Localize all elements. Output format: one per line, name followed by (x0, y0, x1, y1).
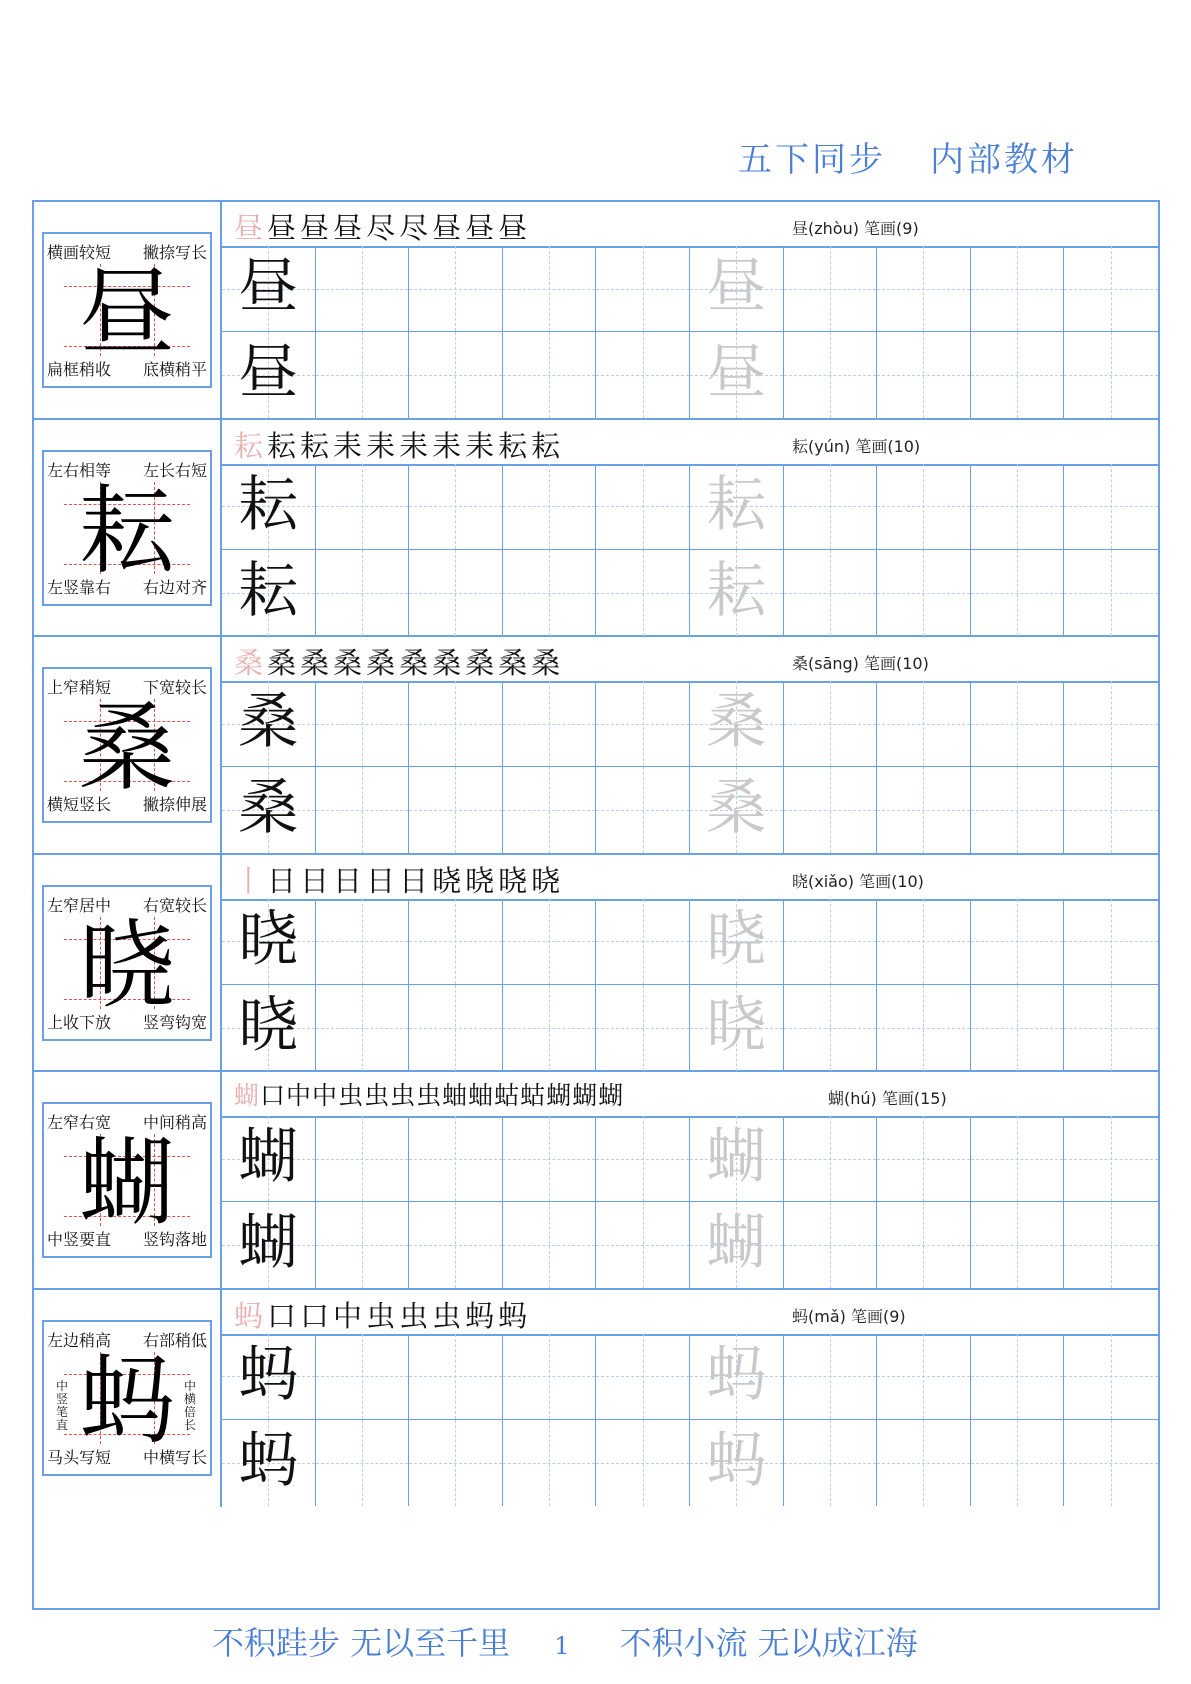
practice-cell[interactable] (409, 1334, 503, 1420)
practice-cell[interactable] (503, 1420, 597, 1506)
practice-cell[interactable] (409, 1116, 503, 1202)
stroke-step: 桑 (498, 646, 532, 680)
stroke-sequence (234, 859, 564, 900)
tracing-character: 桑 (706, 773, 767, 843)
stroke-step: 蝴 (546, 1081, 573, 1110)
practice-cell[interactable] (784, 899, 878, 985)
tracing-character: 耘 (706, 469, 767, 540)
tracing-character: 蝴 (706, 1122, 767, 1192)
example-character: 昼 (238, 338, 299, 408)
practice-cell[interactable] (596, 1116, 690, 1202)
model-panel (34, 420, 222, 636)
practice-cell[interactable] (690, 899, 784, 985)
stroke-step: 桑 (267, 646, 301, 680)
stroke-order-row (222, 855, 1158, 901)
tracing-character: 耘 (706, 555, 767, 626)
side-tip-right: 中横倍长 (184, 1378, 197, 1432)
practice-cell[interactable] (971, 767, 1065, 853)
practice-cell[interactable] (690, 246, 784, 332)
material-label: 内部教材 (930, 140, 1078, 180)
page-header (738, 132, 1078, 181)
footer-motto-left: 不积跬步 无以至千里 (212, 1624, 511, 1662)
practice-cell[interactable] (784, 332, 878, 418)
page-number: 1 (554, 1632, 570, 1660)
stroke-step: 丨 (234, 863, 268, 898)
practice-cell[interactable] (877, 899, 971, 985)
practice-cell[interactable] (222, 332, 316, 418)
stroke-step: 虫 (338, 1081, 365, 1110)
practice-cell[interactable] (409, 985, 503, 1071)
example-character: 昼 (238, 252, 299, 322)
stroke-step: 尽 (366, 211, 400, 245)
writing-tip: 马头写短 (47, 1447, 112, 1467)
stroke-order-row (222, 637, 1158, 683)
practice-cell[interactable] (316, 1116, 410, 1202)
practice-cell[interactable] (877, 550, 971, 636)
model-panel (34, 855, 222, 1071)
practice-cell[interactable] (1064, 1420, 1158, 1506)
stroke-step: 昼 (267, 211, 301, 245)
practice-cell[interactable] (690, 1334, 784, 1420)
practice-cell[interactable] (222, 464, 316, 550)
example-character: 晓 (238, 990, 299, 1061)
writing-tip: 底横稍平 (142, 360, 207, 379)
practice-cell[interactable] (596, 550, 690, 636)
practice-cell[interactable] (971, 1116, 1065, 1202)
stroke-step: 蚂 (234, 1298, 268, 1333)
tracing-character: 蝴 (706, 1208, 767, 1278)
pinyin-stroke-count: 蝴(hú) 笔画(15) (828, 1089, 947, 1108)
writing-tip: 左窄右宽 (47, 1113, 112, 1132)
practice-cell[interactable] (503, 1202, 597, 1288)
practice-cell[interactable] (690, 767, 784, 853)
practice-cell[interactable] (1064, 681, 1158, 767)
stroke-step: 蚰 (442, 1081, 469, 1110)
stroke-sequence (234, 1294, 531, 1335)
practice-cell[interactable] (784, 246, 878, 332)
tracing-character: 昼 (706, 252, 767, 322)
stroke-step: 日 (399, 863, 433, 898)
practice-cell[interactable] (784, 1116, 878, 1202)
practice-cell[interactable] (222, 681, 316, 767)
practice-cell[interactable] (877, 1202, 971, 1288)
stroke-step: 蚂 (498, 1298, 532, 1333)
model-panel (34, 1290, 222, 1508)
practice-cell[interactable] (596, 899, 690, 985)
example-character: 蝴 (238, 1208, 299, 1278)
practice-cell[interactable] (316, 899, 410, 985)
stroke-step: 晓 (531, 863, 565, 898)
writing-tip: 中横写长 (142, 1447, 207, 1467)
practice-cell[interactable] (503, 464, 597, 550)
writing-tip: 右部稍低 (142, 1330, 207, 1350)
writing-tip: 下宽较长 (142, 678, 207, 697)
practice-cell[interactable] (784, 1202, 878, 1288)
character-block (34, 1072, 1158, 1290)
model-character: 晓 (79, 909, 175, 1022)
model-card (42, 450, 212, 606)
practice-cell[interactable] (409, 899, 503, 985)
practice-cell[interactable] (409, 1420, 503, 1506)
practice-cell[interactable] (877, 464, 971, 550)
writing-tip: 左窄居中 (47, 895, 112, 915)
stroke-step: 晓 (498, 863, 532, 898)
practice-cell[interactable] (409, 550, 503, 636)
practice-cell[interactable] (222, 1420, 316, 1506)
practice-cell[interactable] (784, 985, 878, 1071)
writing-tip: 右边对齐 (142, 577, 207, 597)
practice-cell[interactable] (503, 985, 597, 1071)
practice-cell[interactable] (316, 550, 410, 636)
stroke-step: 耘 (498, 428, 532, 463)
stroke-step: 桑 (234, 646, 268, 680)
writing-tip: 中间稍高 (142, 1113, 207, 1132)
stroke-step: 昼 (300, 211, 334, 245)
practice-cell[interactable] (316, 1334, 410, 1420)
writing-tip: 左竖靠右 (47, 577, 112, 597)
stroke-step: 口 (300, 1298, 334, 1333)
pinyin-stroke-count: 晓(xiǎo) 笔画(10) (792, 871, 924, 891)
stroke-sequence (234, 641, 564, 682)
stroke-step: 昼 (234, 211, 268, 245)
tracing-character: 晓 (706, 990, 767, 1061)
practice-grid (222, 899, 1158, 1085)
practice-cell[interactable] (690, 464, 784, 550)
stroke-step: 耘 (531, 428, 565, 463)
model-card (42, 1102, 212, 1258)
model-panel (34, 202, 222, 418)
practice-cell[interactable] (1064, 767, 1158, 853)
writing-tip: 上窄稍短 (47, 678, 112, 697)
stroke-step: 日 (366, 863, 400, 898)
practice-cell[interactable] (971, 464, 1065, 550)
stroke-step: 桑 (432, 646, 466, 680)
practice-cell[interactable] (971, 246, 1065, 332)
writing-tip: 竖弯钩宽 (142, 1012, 207, 1032)
practice-cell[interactable] (1064, 899, 1158, 985)
practice-cell[interactable] (971, 1420, 1065, 1506)
practice-cell[interactable] (316, 1420, 410, 1506)
pinyin-stroke-count: 蚂(mǎ) 笔画(9) (792, 1306, 906, 1326)
model-character: 蚂 (79, 1344, 175, 1457)
tracing-character: 蚂 (706, 1339, 767, 1410)
stroke-step: 尽 (399, 211, 433, 245)
model-card (42, 885, 212, 1041)
practice-cell[interactable] (1064, 550, 1158, 636)
practice-cell[interactable] (222, 246, 316, 332)
stroke-step: 昼 (498, 211, 532, 245)
example-character: 耘 (238, 469, 299, 540)
stroke-sequence (234, 424, 564, 465)
practice-cell[interactable] (877, 246, 971, 332)
practice-cell[interactable] (503, 681, 597, 767)
practice-cell[interactable] (316, 332, 410, 418)
practice-cell[interactable] (1064, 1334, 1158, 1420)
practice-cell[interactable] (784, 681, 878, 767)
practice-cell[interactable] (784, 767, 878, 853)
practice-cell[interactable] (596, 246, 690, 332)
tracing-character: 桑 (706, 687, 767, 757)
stroke-step: 昼 (432, 211, 466, 245)
tracing-character: 昼 (706, 338, 767, 408)
example-character: 桑 (238, 687, 299, 757)
stroke-step: 日 (300, 863, 334, 898)
practice-cell[interactable] (222, 550, 316, 636)
stroke-step: 晓 (465, 863, 499, 898)
stroke-step: 耘 (234, 428, 268, 463)
practice-cell[interactable] (596, 1420, 690, 1506)
practice-grid (222, 464, 1158, 650)
stroke-step: 口 (267, 1298, 301, 1333)
example-character: 桑 (238, 773, 299, 843)
character-block (34, 202, 1158, 420)
writing-tip: 撇捺伸展 (142, 795, 207, 814)
practice-cell[interactable] (971, 1334, 1065, 1420)
practice-cell[interactable] (971, 1202, 1065, 1288)
practice-cell[interactable] (222, 1202, 316, 1288)
practice-cell[interactable] (503, 246, 597, 332)
writing-tip: 中竖要直 (47, 1230, 112, 1249)
practice-cell[interactable] (222, 985, 316, 1071)
stroke-step: 桑 (399, 646, 433, 680)
practice-cell[interactable] (503, 767, 597, 853)
stroke-step: 中 (312, 1081, 339, 1110)
character-block (34, 855, 1158, 1073)
model-panel (34, 1072, 222, 1288)
character-block (34, 1290, 1158, 1508)
practice-cell[interactable] (784, 1420, 878, 1506)
stroke-step: 虫 (364, 1081, 391, 1110)
practice-cell[interactable] (971, 550, 1065, 636)
practice-cell[interactable] (316, 681, 410, 767)
stroke-step: 昼 (465, 211, 499, 245)
example-character: 蝴 (238, 1122, 299, 1192)
stroke-step: 昼 (333, 211, 367, 245)
practice-cell[interactable] (784, 550, 878, 636)
practice-cell[interactable] (503, 550, 597, 636)
character-block (34, 637, 1158, 855)
tracing-character: 晓 (706, 904, 767, 975)
practice-cell[interactable] (503, 1116, 597, 1202)
practice-cell[interactable] (316, 767, 410, 853)
character-block (34, 420, 1158, 638)
stroke-step: 蝴 (598, 1081, 625, 1110)
model-card (42, 667, 212, 823)
stroke-step: 蛄 (494, 1081, 521, 1110)
practice-cell[interactable] (1064, 1116, 1158, 1202)
tracing-character: 蚂 (706, 1425, 767, 1496)
practice-cell[interactable] (784, 464, 878, 550)
model-card (42, 232, 212, 388)
stroke-step: 虫 (366, 1298, 400, 1333)
practice-cell[interactable] (596, 1202, 690, 1288)
stroke-step: 蝴 (234, 1081, 261, 1110)
practice-cell[interactable] (222, 767, 316, 853)
stroke-step: 中 (286, 1081, 313, 1110)
practice-cell[interactable] (971, 985, 1065, 1071)
stroke-step: 耒 (366, 428, 400, 463)
stroke-order-row (222, 1072, 1158, 1118)
practice-cell[interactable] (222, 1116, 316, 1202)
stroke-step: 桑 (531, 646, 565, 680)
stroke-step: 蝴 (572, 1081, 599, 1110)
practice-cell[interactable] (1064, 1202, 1158, 1288)
practice-cell[interactable] (409, 681, 503, 767)
practice-cell[interactable] (316, 985, 410, 1071)
practice-cell[interactable] (690, 1202, 784, 1288)
practice-cell[interactable] (877, 681, 971, 767)
practice-cell[interactable] (596, 464, 690, 550)
practice-cell[interactable] (971, 899, 1065, 985)
practice-cell[interactable] (409, 464, 503, 550)
practice-cell[interactable] (503, 899, 597, 985)
practice-cell[interactable] (690, 550, 784, 636)
pinyin-stroke-count: 昼(zhòu) 笔画(9) (792, 219, 919, 238)
stroke-order-row (222, 420, 1158, 466)
stroke-step: 蛄 (520, 1081, 547, 1110)
practice-cell[interactable] (316, 464, 410, 550)
stroke-step: 虫 (416, 1081, 443, 1110)
page-footer (212, 1618, 918, 1664)
practice-cell[interactable] (877, 985, 971, 1071)
practice-cell[interactable] (690, 1420, 784, 1506)
practice-cell[interactable] (690, 1116, 784, 1202)
model-card (42, 1320, 212, 1476)
practice-cell[interactable] (596, 985, 690, 1071)
practice-cell[interactable] (596, 767, 690, 853)
stroke-step: 虫 (399, 1298, 433, 1333)
stroke-step: 日 (333, 863, 367, 898)
practice-cell[interactable] (503, 1334, 597, 1420)
practice-cell[interactable] (1064, 985, 1158, 1071)
practice-cell[interactable] (222, 1334, 316, 1420)
model-character: 桑 (79, 692, 175, 804)
stroke-step: 耒 (399, 428, 433, 463)
writing-tip: 扁框稍收 (47, 360, 112, 379)
practice-grid (222, 246, 1158, 432)
practice-cell[interactable] (784, 1334, 878, 1420)
practice-cell[interactable] (877, 332, 971, 418)
stroke-step: 蚰 (468, 1081, 495, 1110)
stroke-step: 桑 (333, 646, 367, 680)
stroke-order-row (222, 202, 1158, 248)
stroke-order-row (222, 1290, 1158, 1336)
stroke-step: 耒 (465, 428, 499, 463)
example-character: 晓 (238, 904, 299, 975)
stroke-step: 日 (267, 863, 301, 898)
writing-tip: 右宽较长 (142, 895, 207, 915)
practice-cell[interactable] (222, 899, 316, 985)
pinyin-stroke-count: 桑(sāng) 笔画(10) (792, 654, 929, 673)
practice-cell[interactable] (690, 985, 784, 1071)
writing-tip: 横画较短 (47, 243, 112, 262)
practice-sheet (32, 200, 1160, 1610)
practice-cell[interactable] (409, 1202, 503, 1288)
stroke-step: 桑 (366, 646, 400, 680)
practice-cell[interactable] (316, 246, 410, 332)
side-tip-left: 中竖笔直 (56, 1378, 69, 1432)
practice-grid (222, 681, 1158, 867)
pinyin-stroke-count: 耘(yún) 笔画(10) (792, 436, 921, 456)
footer-motto-right: 不积小流 无以成江海 (619, 1624, 918, 1662)
practice-cell[interactable] (971, 681, 1065, 767)
writing-tip: 竖钩落地 (142, 1230, 207, 1249)
practice-cell[interactable] (877, 1116, 971, 1202)
practice-cell[interactable] (690, 681, 784, 767)
practice-cell[interactable] (877, 767, 971, 853)
practice-cell[interactable] (971, 332, 1065, 418)
stroke-step: 蚂 (465, 1298, 499, 1333)
stroke-step: 耘 (300, 428, 334, 463)
stroke-step: 虫 (390, 1081, 417, 1110)
practice-cell[interactable] (409, 246, 503, 332)
writing-tip: 左边稍高 (47, 1330, 112, 1350)
writing-tip: 撇捺写长 (142, 243, 207, 262)
grade-label: 五下同步 (738, 140, 886, 180)
practice-cell[interactable] (409, 767, 503, 853)
model-character: 蝴 (79, 1127, 175, 1239)
practice-cell[interactable] (596, 332, 690, 418)
stroke-step: 口 (260, 1081, 287, 1110)
practice-cell[interactable] (1064, 332, 1158, 418)
practice-cell[interactable] (1064, 464, 1158, 550)
writing-tip: 横短竖长 (47, 795, 112, 814)
stroke-step: 耒 (432, 428, 466, 463)
stroke-step: 桑 (300, 646, 334, 680)
stroke-step: 中 (333, 1298, 367, 1333)
stroke-step: 耘 (267, 428, 301, 463)
model-character: 耘 (79, 474, 175, 587)
practice-cell[interactable] (596, 681, 690, 767)
model-panel (34, 637, 222, 853)
example-character: 蚂 (238, 1425, 299, 1496)
practice-cell[interactable] (596, 1334, 690, 1420)
practice-cell[interactable] (316, 1202, 410, 1288)
stroke-step: 桑 (465, 646, 499, 680)
practice-cell[interactable] (503, 332, 597, 418)
practice-grid (222, 1116, 1158, 1302)
writing-tip: 左长右短 (142, 460, 207, 480)
stroke-step: 虫 (432, 1298, 466, 1333)
writing-tip: 上收下放 (47, 1012, 112, 1032)
writing-tip: 左右相等 (47, 460, 112, 480)
stroke-step: 晓 (432, 863, 466, 898)
stroke-sequence (234, 1076, 624, 1112)
practice-grid (222, 1334, 1158, 1520)
stroke-step: 耒 (333, 428, 367, 463)
practice-cell[interactable] (877, 1334, 971, 1420)
example-character: 蚂 (238, 1339, 299, 1410)
model-character: 昼 (79, 257, 175, 369)
practice-cell[interactable] (690, 332, 784, 418)
stroke-sequence (234, 206, 531, 247)
practice-cell[interactable] (409, 332, 503, 418)
practice-cell[interactable] (1064, 246, 1158, 332)
practice-cell[interactable] (877, 1420, 971, 1506)
example-character: 耘 (238, 555, 299, 626)
